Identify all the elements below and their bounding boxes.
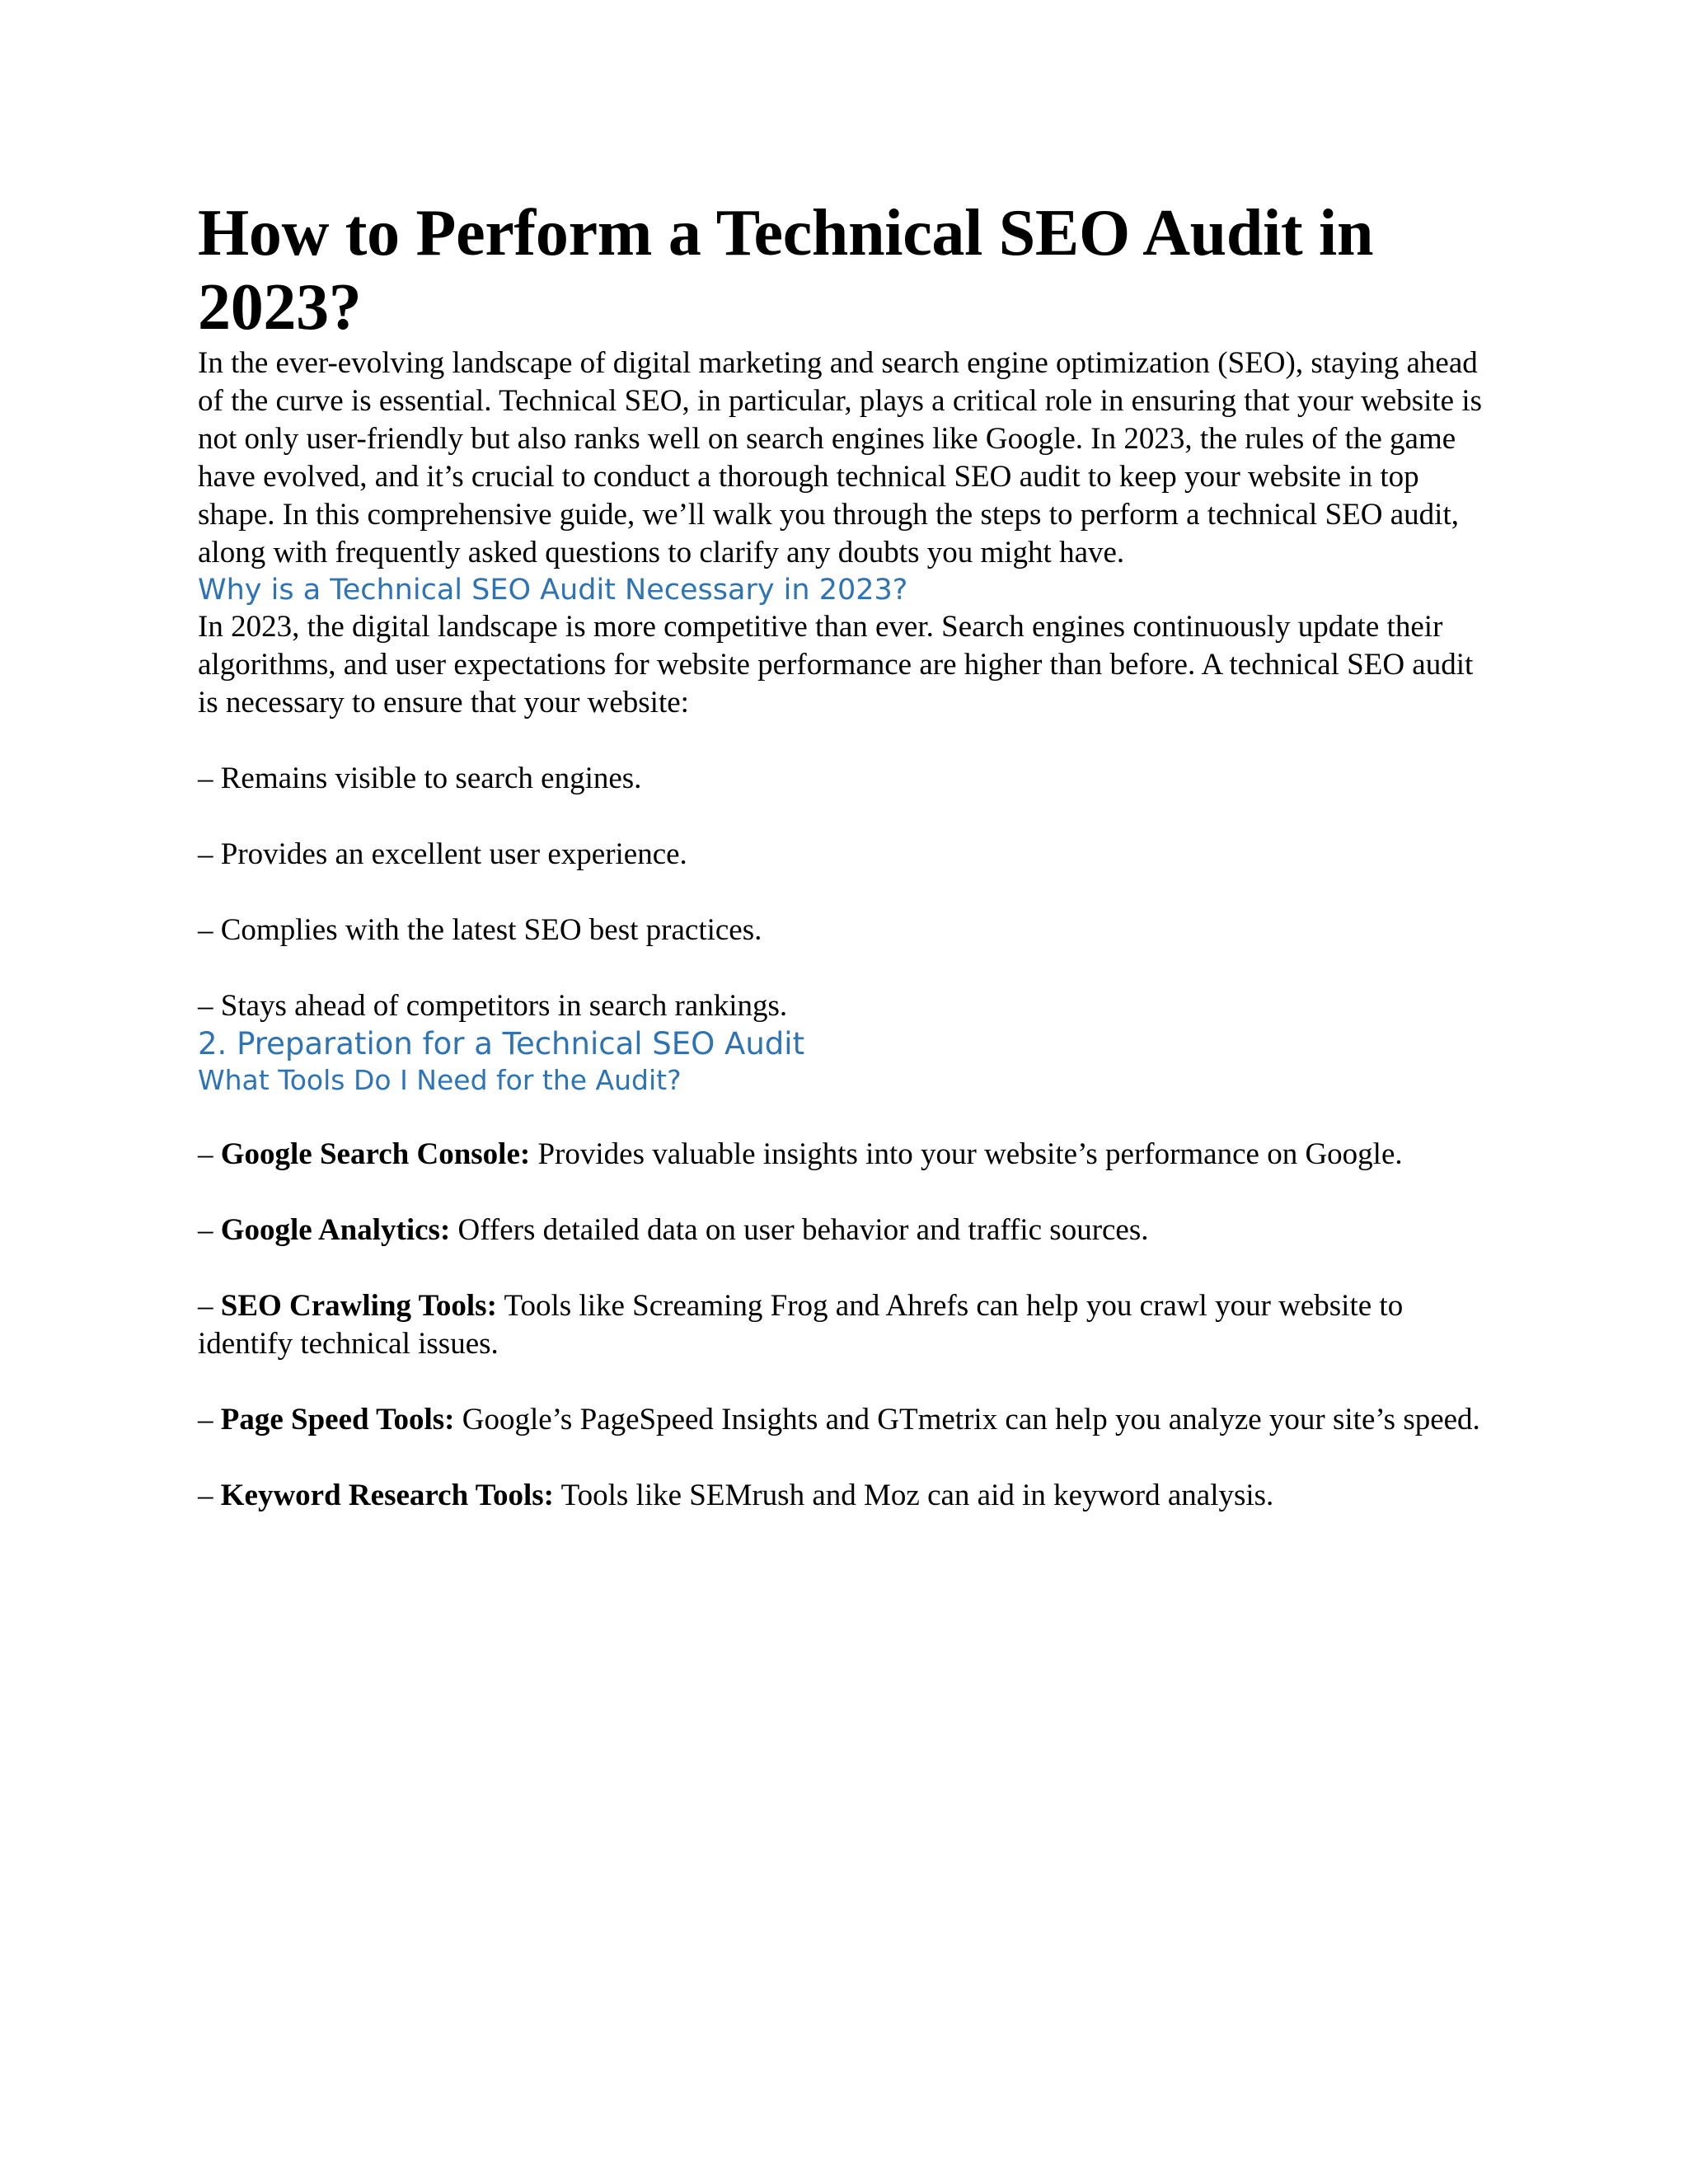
tool-dash: – — [198, 1213, 221, 1247]
tool-description: Offers detailed data on user behavior and traffic sources. — [450, 1213, 1149, 1247]
tool-name: Page Speed Tools: — [220, 1403, 455, 1436]
document-content — [198, 196, 1484, 1515]
tool-description: Tools like SEMrush and Moz can aid in keyword analysis. — [554, 1479, 1274, 1512]
tool-item — [198, 1401, 1484, 1439]
tool-name: SEO Crawling Tools: — [220, 1289, 497, 1323]
bullet-item: – Remains visible to search engines. — [198, 762, 642, 795]
intro-paragraph: In the ever-evolving landscape of digital marketing and search engine optimization (SEO), staying ahead of the curve is essential. Technical SEO, in particular, plays a critical role in ensuring that your website is not only user-friendly but also ranks well on search engines like Google. In 2023, the rules of the game have evolved, and it’s crucial to conduct a thorough technical SEO audit to keep your website in top shape. In this comprehensive guide, we’ll walk you through the steps to perform a technical SEO audit, along with frequently asked questions to clarify any doubts you might have. — [198, 346, 1483, 569]
why-heading: Why is a Technical SEO Audit Necessary in 2023? — [198, 574, 908, 607]
tools-subheading: What Tools Do I Need for the Audit? — [198, 1064, 682, 1096]
tool-item — [198, 1136, 1484, 1174]
tool-dash: – — [198, 1137, 221, 1171]
tool-item — [198, 1212, 1484, 1249]
tool-item — [198, 1477, 1484, 1515]
prep-heading: 2. Preparation for a Technical SEO Audit — [198, 1026, 805, 1062]
tool-name: Keyword Research Tools: — [220, 1479, 555, 1512]
bullet-item: – Complies with the latest SEO best practices. — [198, 913, 762, 947]
why-bullet-list — [198, 760, 1484, 1025]
bullet-item: – Stays ahead of competitors in search rankings. — [198, 989, 788, 1023]
tool-dash: – — [198, 1479, 221, 1512]
tool-name: Google Analytics: — [220, 1213, 451, 1247]
tool-description: Google’s PageSpeed Insights and GTmetrix can help you analyze your site’s speed. — [454, 1403, 1480, 1436]
tools-list — [198, 1136, 1484, 1515]
tool-item — [198, 1287, 1484, 1363]
bullet-item: – Provides an excellent user experience. — [198, 837, 687, 871]
why-paragraph: In 2023, the digital landscape is more competitive than ever. Search engines continuously update their algorithms, and user expectations for website performance are higher than before. A technical SEO audit is necessary to ensure that your website: — [198, 610, 1474, 719]
tool-description: Tools like Screaming Frog and Ahrefs can help you crawl your website to identify technical issues. — [198, 1289, 1404, 1361]
tool-dash: – — [198, 1403, 221, 1436]
tool-name: Google Search Console: — [220, 1137, 531, 1171]
page-title: How to Perform a Technical SEO Audit in 2023? — [198, 197, 1374, 344]
tool-description: Provides valuable insights into your website’s performance on Google. — [530, 1137, 1403, 1171]
tool-dash: – — [198, 1289, 221, 1323]
